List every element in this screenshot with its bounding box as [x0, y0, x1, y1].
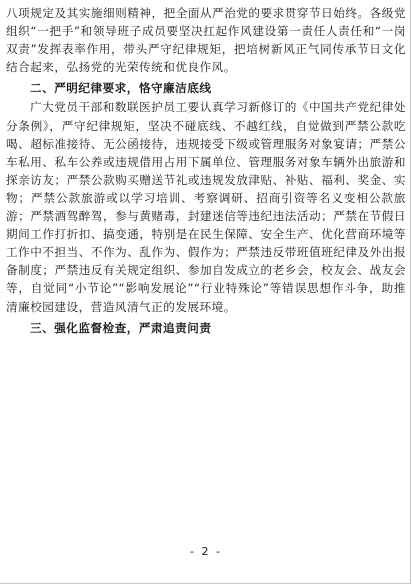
section-2-paragraph: 广大党员干部和数联医护员工要认真学习新修订的《中国共产党纪律处分条例》，严守纪律规矩，坚决不碰底线、不越红线，自觉做到严禁公款吃喝、超标准接待、无公函接待，违规接受下级或管理服务对象宴请；严禁公车私用、私车公养或违规借用占用下属单位、管理服务对象车辆外出旅游和探亲访友；严禁公款购买赠送节礼或违规发放津贴、补贴、福利、奖金、实物；严禁公款旅游或以学习培训、考察调研、招商引资等名义变相公款旅游；严禁酒驾醉驾，参与黄赌毒，封建迷信等违纪违法活动；严禁在节假日期间工作打折扣、搞变通，特别是在民生保障、安全生产、优化营商环境等工作中不担当、不作为、乱作为、假作为；严禁违反带班值班纪律及外出报备制度；严禁违反有关规定组织、参加自发成立的老乡会，校友会、战友会等，自觉同“小节论”“影响发展论”“行业特殊论”等错误思想作斗争，助推清廉校园建设，营造风清气正的发展环境。: [6, 100, 406, 314]
intro-paragraph: 八项规定及其实施细则精神，把全面从严治党的要求贯穿节日始终。各级党组织“一把手”和领导班子成员要坚决扛起作风建设第一责任人责任和“一岗双责”发挥表率作用，带头严守纪律规矩，把培树新风正气同传承节日文化结合起来，弘扬党的光荣传统和优良作风。: [6, 6, 406, 75]
section-heading-3: 三、强化监督检查，严肃追责问责: [30, 320, 212, 335]
page-number: - 2 -: [190, 545, 222, 558]
section-heading-2: 二、严明纪律要求，恪守廉洁底线: [30, 81, 212, 96]
document-body: [6, 4, 406, 338]
